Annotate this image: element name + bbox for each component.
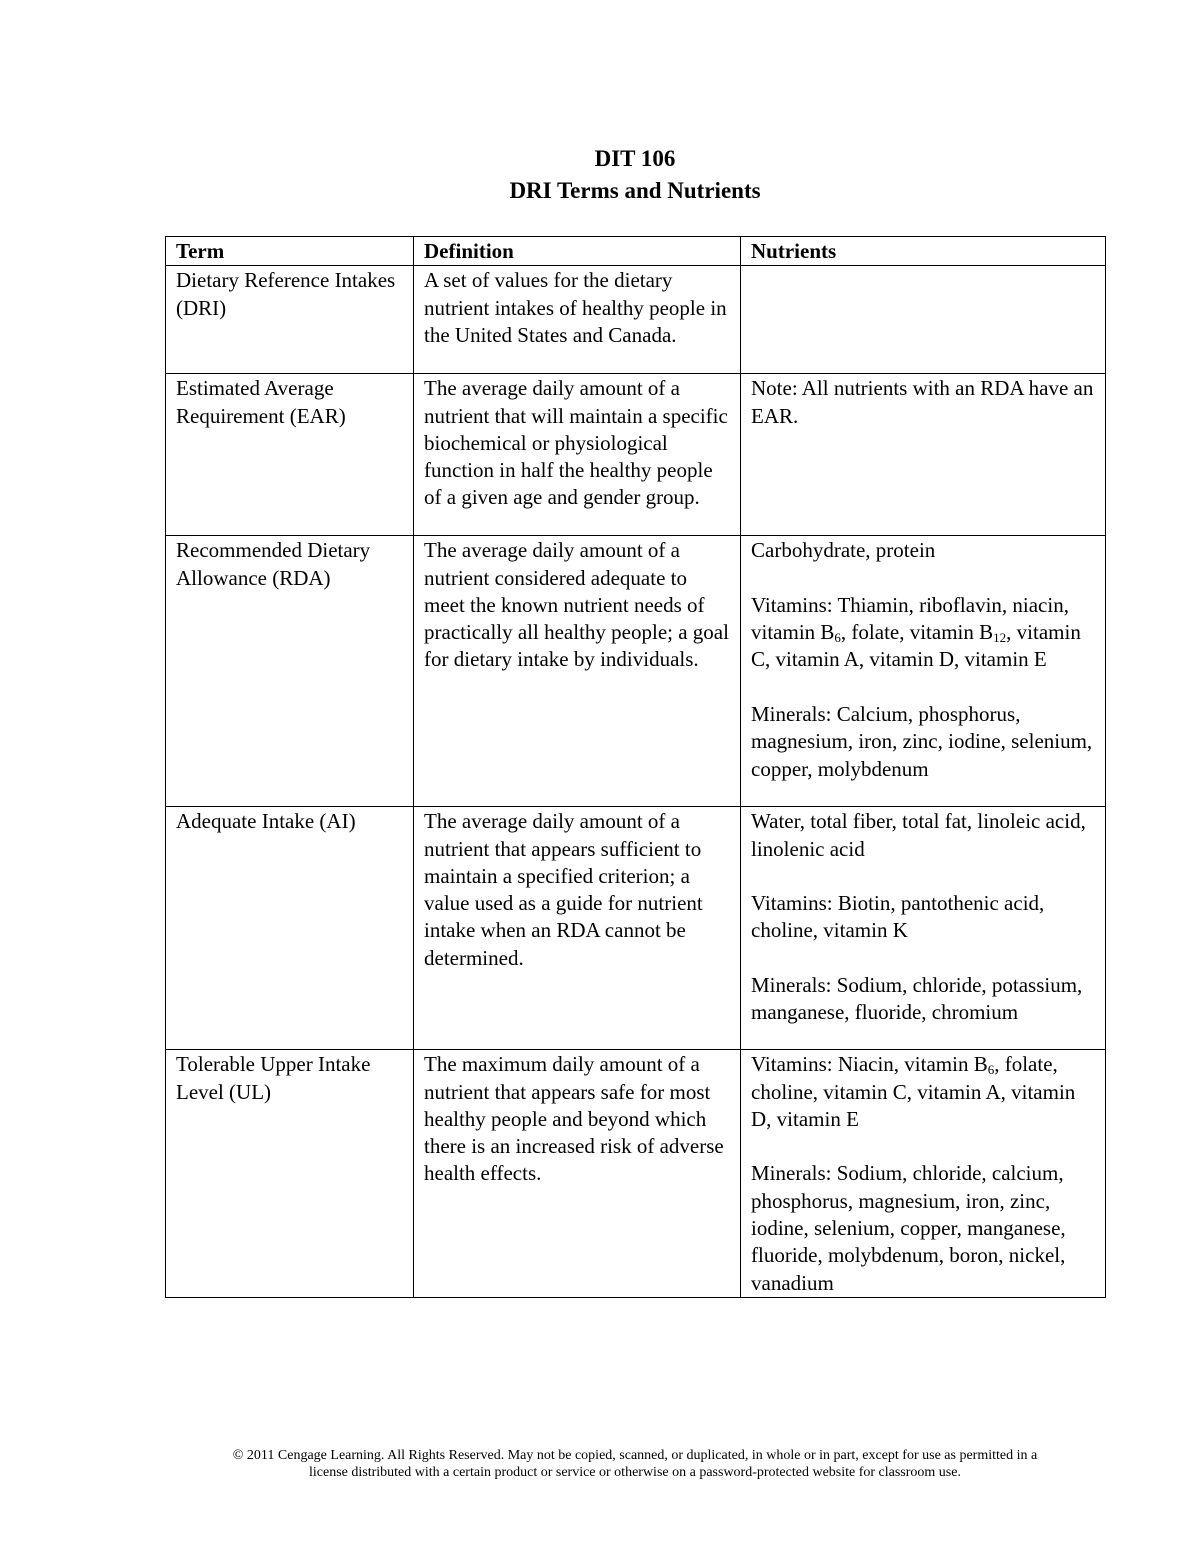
nutrients-macros: Carbohydrate, protein [751, 538, 936, 563]
term-cell: Dietary Reference Intakes (DRI) [166, 266, 414, 374]
paragraph-gap [751, 565, 1096, 592]
definition-cell: The average daily amount of a nutrient that will maintain a specific biochemical or physiological function in half the healthy people of a given age and gender group. [414, 374, 741, 536]
copyright-line: © 2011 Cengage Learning. All Rights Reserved. May not be copied, scanned, or duplicated, in whole or in part, except for use as permitted in a [232, 1448, 1038, 1463]
nutrients-cell [741, 266, 1106, 374]
paragraph-gap [751, 945, 1096, 972]
subscript: 12 [993, 630, 1007, 646]
header-term: Term [166, 237, 414, 266]
vitamins-text: , folate, choline, vitamin C, vitamin A, vitamin D, vitamin E [751, 1052, 1076, 1131]
table-row [166, 374, 1106, 536]
copyright-footer [0, 1447, 1200, 1481]
vitamins-text: Vitamins: Thiamin, riboflavin, niacin, vitamin B [751, 592, 1069, 645]
nutrients-vitamins: Vitamins: Biotin, pantothenic acid, choline, vitamin K [751, 891, 1045, 943]
nutrients-cell [741, 1050, 1106, 1298]
vitamins-text: Vitamins: Niacin, vitamin B [751, 1052, 988, 1077]
paragraph-gap [751, 674, 1096, 701]
vitamins-text: , vitamin C, vitamin A, vitamin D, vitamin E [751, 620, 1081, 672]
header-nutrients: Nutrients [741, 237, 1106, 266]
subscript: 6 [834, 630, 841, 646]
course-code: DIT 106 [594, 146, 676, 171]
dri-terms-table [165, 236, 1106, 1298]
nutrients-note: Note: All nutrients with an RDA have an EAR. [751, 376, 1094, 428]
definition-cell: The average daily amount of a nutrient that appears sufficient to maintain a specified criterion; a value used as a guide for nutrient intake when an RDA cannot be determined. [414, 807, 741, 1050]
term-cell: Adequate Intake (AI) [166, 807, 414, 1050]
nutrients-minerals: Minerals: Sodium, chloride, calcium, phosphorus, magnesium, iron, zinc, iodine, selenium, copper, manganese, fluoride, molybdenum, boron, nickel, vanadium [751, 1161, 1066, 1295]
term-cell: Recommended Dietary Allowance (RDA) [166, 536, 414, 807]
term-cell: Tolerable Upper Intake Level (UL) [166, 1050, 414, 1298]
nutrients-minerals: Minerals: Calcium, phosphorus, magnesium, iron, zinc, iodine, selenium, copper, molybdenum [751, 702, 1093, 781]
definition-cell: A set of values for the dietary nutrient intakes of healthy people in the United States and Canada. [414, 266, 741, 374]
definition-cell: The average daily amount of a nutrient considered adequate to meet the known nutrient needs of practically all healthy people; a goal for dietary intake by individuals. [414, 536, 741, 807]
paragraph-gap [751, 1133, 1096, 1160]
nutrients-macros: Water, total fiber, total fat, linoleic acid, linolenic acid [751, 809, 1086, 861]
nutrients-cell [741, 374, 1106, 536]
document-header [0, 143, 1200, 207]
nutrients-cell [741, 536, 1106, 807]
document-title: DRI Terms and Nutrients [509, 178, 761, 203]
term-cell: Estimated Average Requirement (EAR) [166, 374, 414, 536]
subscript: 6 [987, 1062, 995, 1078]
nutrients-cell [741, 807, 1106, 1050]
paragraph-gap [751, 863, 1096, 890]
table-row [166, 1050, 1106, 1298]
nutrients-minerals: Minerals: Sodium, chloride, potassium, manganese, fluoride, chromium [751, 973, 1083, 1025]
table-header-row [166, 237, 1106, 266]
nutrients-vitamins [751, 592, 1096, 674]
table-row [166, 807, 1106, 1050]
table-row [166, 266, 1106, 374]
license-line: license distributed with a certain product or service or otherwise on a password-protected website for classroom use. [309, 1465, 961, 1480]
vitamins-text: , folate, vitamin B [840, 620, 994, 645]
nutrients-vitamins [751, 1051, 1096, 1133]
definition-cell: The maximum daily amount of a nutrient that appears safe for most healthy people and beyond which there is an increased risk of adverse health effects. [414, 1050, 741, 1298]
table-row [166, 536, 1106, 807]
header-definition: Definition [414, 237, 741, 266]
